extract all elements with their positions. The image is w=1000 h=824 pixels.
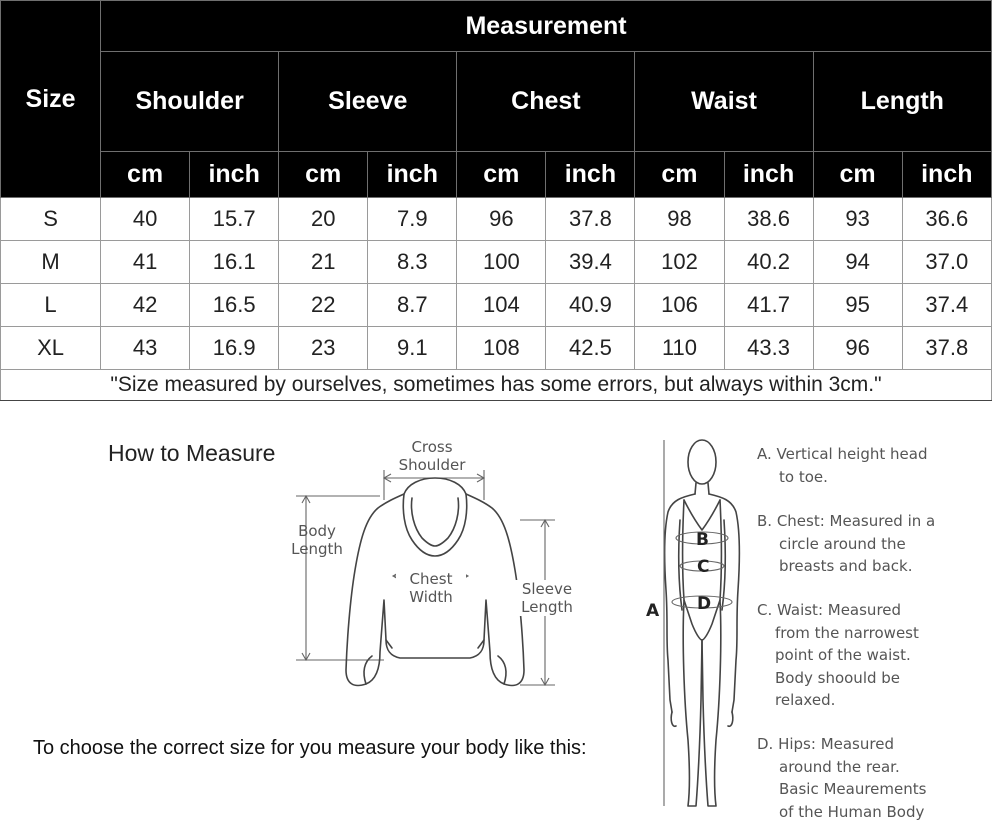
body-letter-d: D <box>697 594 712 614</box>
table-cell: 43 <box>101 327 190 370</box>
table-cell: 93 <box>813 198 902 241</box>
table-cell: 98 <box>635 198 724 241</box>
unit-header: cm <box>635 152 724 198</box>
table-cell: 7.9 <box>368 198 457 241</box>
table-cell: 20 <box>279 198 368 241</box>
table-cell: 37.0 <box>902 241 991 284</box>
size-column-header: Size <box>1 1 101 198</box>
table-cell: 37.8 <box>902 327 991 370</box>
table-cell: 36.6 <box>902 198 991 241</box>
table-cell: 39.4 <box>546 241 635 284</box>
unit-header: inch <box>190 152 279 198</box>
table-cell: 41 <box>101 241 190 284</box>
table-cell: 40.2 <box>724 241 813 284</box>
unit-header: cm <box>457 152 546 198</box>
size-cell: XL <box>1 327 101 370</box>
group-header-sleeve: Sleeve <box>279 52 457 152</box>
table-cell: 22 <box>279 284 368 327</box>
table-cell: 96 <box>457 198 546 241</box>
table-cell: 96 <box>813 327 902 370</box>
legend-item-d: D. Hips: Measured around the rear. Basic Meaurements of the Human Body <box>757 735 927 821</box>
table-cell: 23 <box>279 327 368 370</box>
chest-width-label: Chest Width <box>396 570 466 606</box>
unit-header: cm <box>813 152 902 198</box>
table-cell: 16.1 <box>190 241 279 284</box>
unit-header: cm <box>279 152 368 198</box>
table-cell: 8.3 <box>368 241 457 284</box>
legend-item-a: A. Vertical height head to toe. <box>757 445 928 486</box>
table-cell: 8.7 <box>368 284 457 327</box>
unit-header: inch <box>724 152 813 198</box>
table-cell: 38.6 <box>724 198 813 241</box>
how-to-measure-title: How to Measure <box>108 440 276 466</box>
unit-header: inch <box>546 152 635 198</box>
table-cell: 102 <box>635 241 724 284</box>
table-cell: 42 <box>101 284 190 327</box>
measurement-header: Measurement <box>101 1 992 52</box>
table-cell: 108 <box>457 327 546 370</box>
size-cell: S <box>1 198 101 241</box>
unit-header: inch <box>902 152 991 198</box>
group-header-shoulder: Shoulder <box>101 52 279 152</box>
sleeve-length-label: Sleeve Length <box>512 580 582 616</box>
unit-header: cm <box>101 152 190 198</box>
table-cell: 100 <box>457 241 546 284</box>
table-cell: 95 <box>813 284 902 327</box>
table-cell: 16.9 <box>190 327 279 370</box>
table-cell: 94 <box>813 241 902 284</box>
body-letter-c: C <box>697 557 710 577</box>
legend-item-c: C. Waist: Measured from the narrowest point of the waist. Body shoould be relaxed. <box>757 601 919 709</box>
body-length-label: Body Length <box>291 522 343 558</box>
table-cell: 16.5 <box>190 284 279 327</box>
body-letter-a: A <box>646 601 660 621</box>
table-cell: 41.7 <box>724 284 813 327</box>
group-header-length: Length <box>813 52 991 152</box>
table-cell: 15.7 <box>190 198 279 241</box>
table-cell: 110 <box>635 327 724 370</box>
cross-shoulder-label: Cross Shoulder <box>398 438 466 474</box>
legend-item-b: B. Chest: Measured in a circle around the breasts and back. <box>757 512 936 575</box>
unit-header: inch <box>368 152 457 198</box>
table-cell: 106 <box>635 284 724 327</box>
table-cell: 40 <box>101 198 190 241</box>
table-cell: 21 <box>279 241 368 284</box>
group-header-chest: Chest <box>457 52 635 152</box>
table-cell: 43.3 <box>724 327 813 370</box>
table-cell: 40.9 <box>546 284 635 327</box>
table-cell: 37.4 <box>902 284 991 327</box>
group-header-waist: Waist <box>635 52 813 152</box>
measure-intro-text: To choose the correct size for you measure your body like this: <box>33 737 587 759</box>
table-cell: 42.5 <box>546 327 635 370</box>
table-cell: 104 <box>457 284 546 327</box>
measurement-note: "Size measured by ourselves, sometimes has some errors, but always within 3cm." <box>1 370 992 401</box>
body-letter-b: B <box>696 530 709 550</box>
table-cell: 9.1 <box>368 327 457 370</box>
table-cell: 37.8 <box>546 198 635 241</box>
size-cell: L <box>1 284 101 327</box>
size-cell: M <box>1 241 101 284</box>
